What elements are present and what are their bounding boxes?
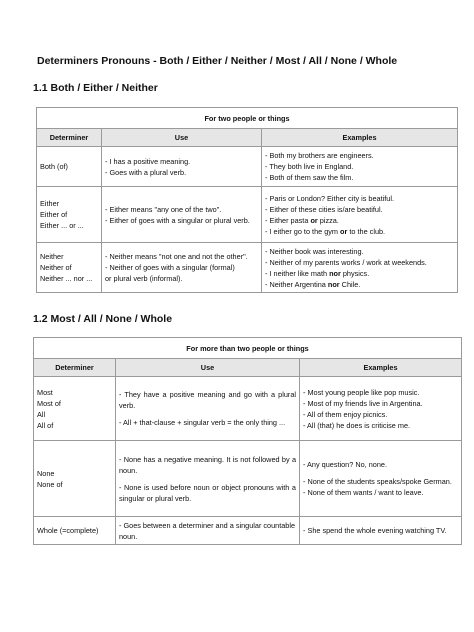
section-heading-both-either-neither: 1.1 Both / Either / Neither bbox=[33, 82, 158, 94]
example-text: - All of them enjoy picnics. bbox=[303, 409, 388, 419]
examples-cell bbox=[300, 441, 462, 517]
example-text: - They both live in England. bbox=[265, 162, 354, 171]
determiner-text: Either of bbox=[40, 210, 68, 219]
use-text: - Neither means "not one and not the other". bbox=[105, 252, 248, 261]
use-text: - Either of goes with a singular or plural verb. bbox=[105, 215, 250, 225]
use-text: - I has a positive meaning. bbox=[105, 156, 191, 166]
column-header-examples: Examples bbox=[300, 359, 462, 377]
determiner-text: Most bbox=[37, 387, 53, 397]
use-cell bbox=[116, 517, 300, 545]
use-text: - Neither of goes with a singular (formal) bbox=[105, 263, 235, 272]
column-header-determiner: Determiner bbox=[37, 129, 102, 147]
use-cell bbox=[116, 441, 300, 517]
table-row bbox=[37, 147, 458, 187]
determiner-text: Neither ... nor ... bbox=[40, 274, 93, 283]
table-more-than-two bbox=[33, 337, 462, 545]
examples-cell bbox=[300, 377, 462, 441]
determiner-cell bbox=[37, 243, 102, 293]
example-text: - Neither Argentina nor Chile. bbox=[265, 279, 361, 289]
example-text: - All (that) he does is criticise me. bbox=[303, 420, 411, 430]
example-text: - Both my brothers are engineers. bbox=[265, 151, 374, 160]
use-text: - Goes with a plural verb. bbox=[105, 167, 187, 177]
determiner-cell bbox=[34, 377, 116, 441]
determiner-text: Most of bbox=[37, 398, 61, 408]
example-text: - Neither book was interesting. bbox=[265, 246, 364, 256]
examples-cell bbox=[262, 147, 458, 187]
determiner-cell bbox=[37, 147, 102, 187]
example-text: - Both of them saw the film. bbox=[265, 173, 354, 182]
determiner-text: None bbox=[37, 468, 55, 478]
table-caption: For two people or things bbox=[37, 108, 458, 129]
column-header-use: Use bbox=[116, 359, 300, 377]
use-text: - They have a positive meaning and go with a plural verb. bbox=[119, 390, 296, 410]
use-text: or plural verb (informal). bbox=[105, 274, 183, 283]
determiner-text: Either bbox=[40, 199, 60, 208]
table-row bbox=[34, 517, 462, 545]
example-text: - Most of my friends live in Argentina. bbox=[303, 398, 423, 408]
page-title: Determiners Pronouns - Both / Either / Neither / Most / All / None / Whole bbox=[37, 55, 398, 67]
example-text: - Any question? No, none. bbox=[303, 460, 387, 469]
determiner-text: Neither of bbox=[40, 263, 72, 272]
keyword-or: or bbox=[340, 226, 348, 236]
column-header-use: Use bbox=[102, 129, 262, 147]
column-header-examples: Examples bbox=[262, 129, 458, 147]
column-header-determiner: Determiner bbox=[34, 359, 116, 377]
example-text: - I either go to the gym or to the club. bbox=[265, 226, 386, 236]
determiner-cell bbox=[34, 517, 116, 545]
determiner-cell bbox=[34, 441, 116, 517]
example-text: - I neither like math nor physics. bbox=[265, 268, 370, 278]
use-cell bbox=[116, 377, 300, 441]
section-heading-most-all-none-whole: 1.2 Most / All / None / Whole bbox=[33, 313, 173, 325]
examples-cell bbox=[262, 243, 458, 293]
use-text: - Either means "any one of the two". bbox=[105, 204, 222, 214]
keyword-nor: nor bbox=[329, 268, 341, 278]
use-text: - None is used before noun or object pronouns with a singular or plural verb. bbox=[119, 482, 296, 503]
example-text: - Most young people like pop music. bbox=[303, 387, 420, 397]
determiner-text: Whole (=complete) bbox=[37, 526, 99, 535]
table-row bbox=[37, 187, 458, 243]
determiner-text: Both (of) bbox=[40, 162, 68, 171]
use-text: - Goes between a determiner and a singular countable noun. bbox=[119, 520, 296, 541]
determiner-cell bbox=[37, 187, 102, 243]
determiner-text: Either ... or ... bbox=[40, 221, 84, 230]
example-text: - Either of these cities is/are beatiful. bbox=[265, 204, 383, 214]
example-text: - Neither of my parents works / work at weekends. bbox=[265, 257, 427, 267]
keyword-nor: nor bbox=[327, 279, 340, 289]
use-cell bbox=[102, 243, 262, 293]
example-text: - Either pasta or pizza. bbox=[265, 215, 339, 225]
use-text: - None has a negative meaning. It is not followed by a noun. bbox=[119, 454, 296, 475]
table-row bbox=[34, 377, 462, 441]
table-row bbox=[34, 441, 462, 517]
table-row bbox=[37, 243, 458, 293]
use-cell bbox=[102, 187, 262, 243]
determiner-text: All of bbox=[37, 420, 54, 430]
determiner-text: All bbox=[37, 409, 46, 419]
determiner-text: None of bbox=[37, 479, 63, 489]
examples-cell bbox=[300, 517, 462, 545]
determiner-text: Neither bbox=[40, 252, 64, 261]
example-text: - Paris or London? Either city is beatiful. bbox=[265, 193, 394, 203]
examples-cell bbox=[262, 187, 458, 243]
keyword-or: or bbox=[310, 215, 318, 225]
example-text: - She spend the whole evening watching TV. bbox=[303, 526, 447, 535]
use-cell bbox=[102, 147, 262, 187]
example-text: - None of the students speaks/spoke German. bbox=[303, 477, 452, 486]
table-two-people bbox=[36, 107, 458, 293]
table-caption: For more than two people or things bbox=[34, 338, 462, 359]
use-text: - All + that-clause + singular verb = the only thing ... bbox=[119, 418, 286, 427]
example-text: - None of them wants / want to leave. bbox=[303, 488, 424, 497]
